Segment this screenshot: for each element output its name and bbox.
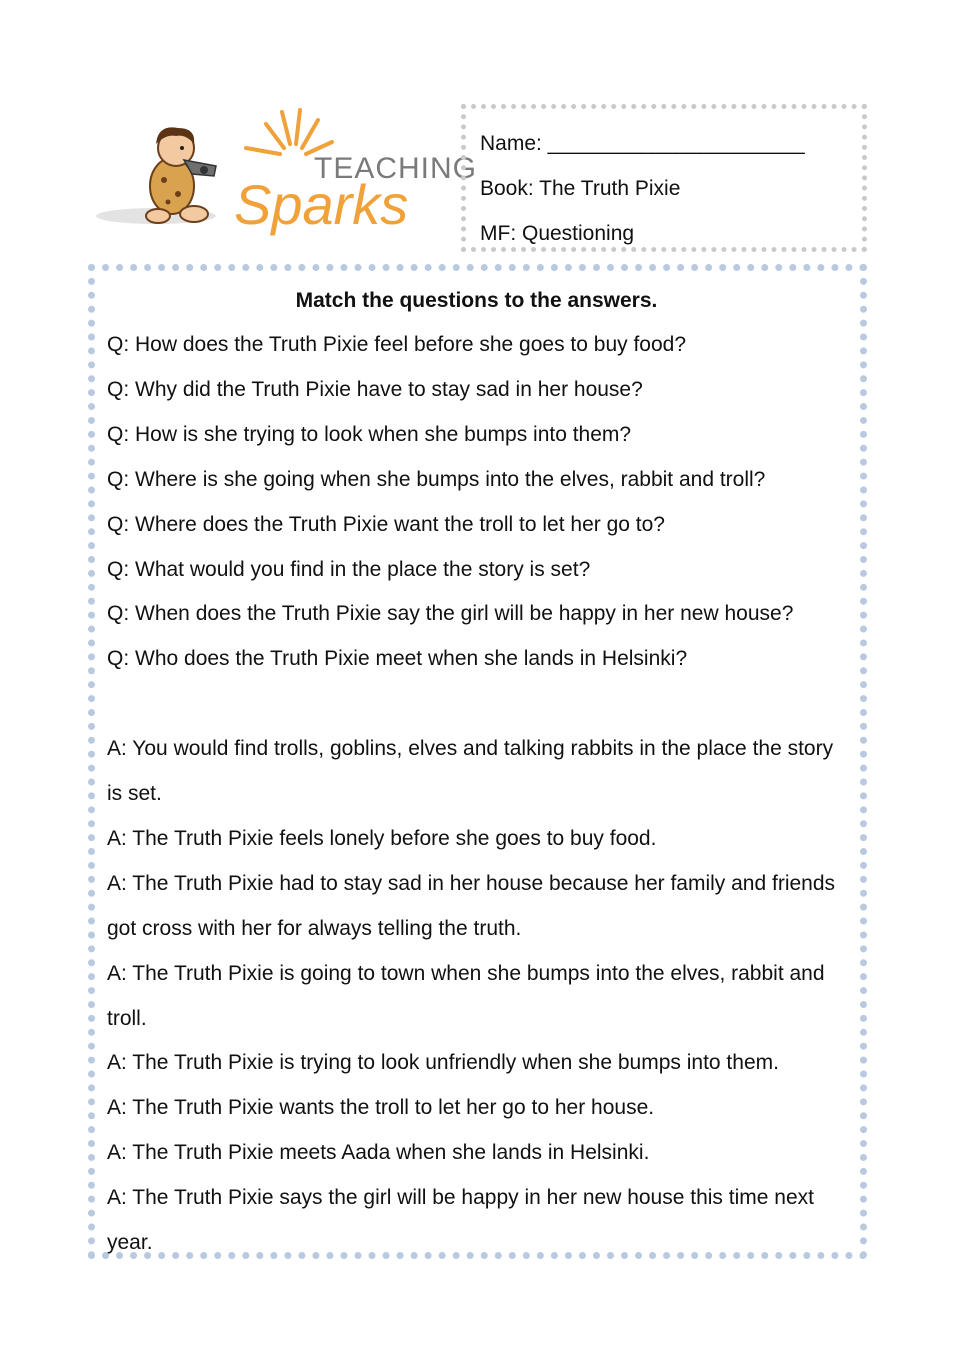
logo-line2: Sparks: [234, 173, 409, 236]
caveman-icon: [146, 127, 216, 223]
question-item: Q: When does the Truth Pixie say the girl will be happy in her new house?: [107, 602, 794, 626]
answer-item: A: The Truth Pixie meets Aada when she lands in Helsinki.: [107, 1141, 650, 1165]
sun-rays-icon: [246, 110, 332, 154]
question-item: Q: Why did the Truth Pixie have to stay sad in her house?: [107, 377, 643, 401]
answer-item: A: The Truth Pixie wants the troll to let her go to her house.: [107, 1096, 655, 1120]
name-field[interactable]: Name: ______________________: [480, 132, 805, 155]
student-info-box: [461, 104, 867, 252]
answer-item: A: The Truth Pixie is trying to look unfriendly when she bumps into them.: [107, 1051, 779, 1075]
worksheet-heading: Match the questions to the answers.: [295, 289, 658, 312]
answer-list: [107, 727, 846, 1266]
answer-item: A: The Truth Pixie feels lonely before she goes to buy food.: [107, 826, 657, 850]
question-item: Q: Who does the Truth Pixie meet when she lands in Helsinki?: [107, 647, 688, 671]
question-item: Q: Where does the Truth Pixie want the troll to let her go to?: [107, 512, 665, 536]
question-list: [107, 323, 846, 682]
question-item: Q: What would you find in the place the story is set?: [107, 557, 591, 581]
logo-line1: TEACHING: [314, 152, 478, 185]
answer-item: A: You would find trolls, goblins, elves and talking rabbits in the place the story is set.: [107, 737, 834, 806]
teaching-sparks-logo: [96, 104, 478, 252]
answer-item: A: The Truth Pixie had to stay sad in her house because her family and friends got cross with her for always telling the truth.: [107, 871, 836, 940]
book-label: Book: The Truth Pixie: [480, 177, 681, 200]
question-item: Q: How does the Truth Pixie feel before she goes to buy food?: [107, 333, 687, 356]
question-item: Q: How is she trying to look when she bumps into them?: [107, 422, 632, 446]
worksheet-box: [88, 264, 867, 1259]
mf-label: MF: Questioning: [480, 222, 635, 245]
answer-item: A: The Truth Pixie is going to town when she bumps into the elves, rabbit and troll.: [107, 961, 825, 1030]
answer-item: A: The Truth Pixie says the girl will be happy in her new house this time next year.: [107, 1186, 814, 1255]
question-item: Q: Where is she going when she bumps into the elves, rabbit and troll?: [107, 467, 766, 491]
